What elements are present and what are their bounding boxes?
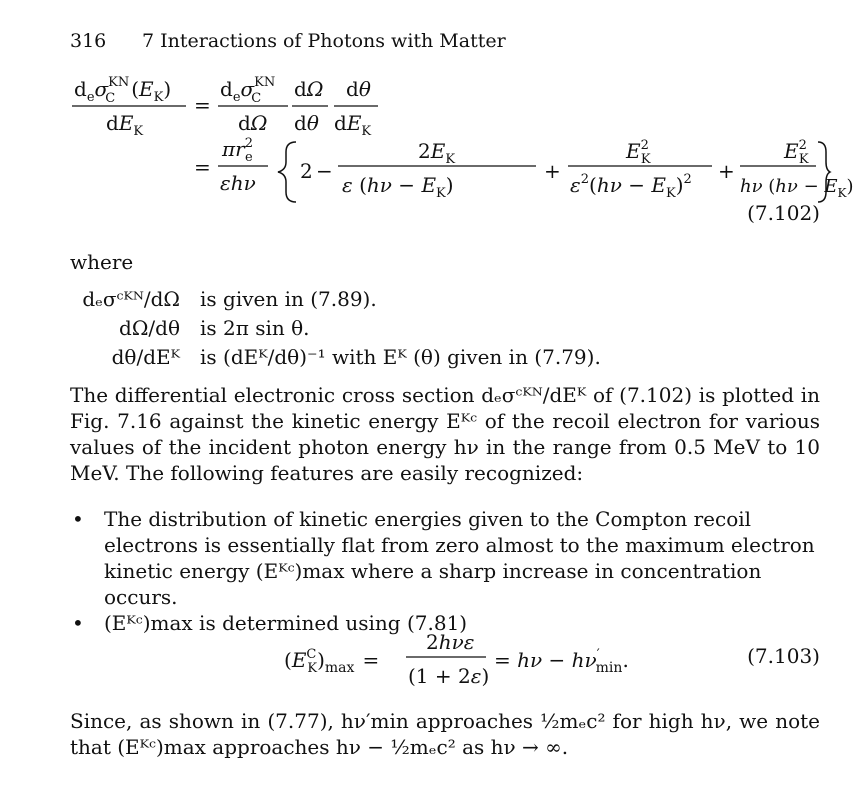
equation-number-7-102: (7.102) xyxy=(747,201,820,225)
svg-text:E2K: $E^2$ K xyxy=(626,138,651,167)
svg-text:E2K: $E^2$ K xyxy=(784,138,809,167)
definition-text: is given in (7.89). xyxy=(200,287,377,311)
body-paragraph-2: Since, as shown in (7.77), hν′min approaches ½mₑc² for high hν, we note that (Eᴷᶜ)max approaches hν − ½mₑc² as hν → ∞. xyxy=(70,709,820,759)
equation-7-102 xyxy=(60,66,854,236)
svg-text:dθ: dθ xyxy=(294,111,319,135)
svg-text:+: + xyxy=(718,159,735,183)
svg-text:dEK: $dE_K$ xyxy=(106,111,144,139)
definition-term: dΩ/dθ xyxy=(119,316,180,340)
definition-row xyxy=(60,287,820,316)
list-item xyxy=(70,506,820,610)
feature-list xyxy=(70,506,820,636)
svg-text:2EK: $2E_K$ xyxy=(418,139,456,167)
definition-row xyxy=(60,316,820,345)
svg-text:−: − xyxy=(316,159,333,183)
where-label: where xyxy=(70,250,134,274)
svg-text:2hνε: 2hνε xyxy=(426,630,475,654)
svg-text:= hν − hν′min.: = hν − hν′ min. xyxy=(494,647,629,676)
equation-7-103 xyxy=(280,625,660,695)
svg-text:hν (hν − EK): hν $(h\nu - E_K)$ xyxy=(740,176,854,200)
page-number: 316 xyxy=(70,30,107,52)
bullet-icon: • xyxy=(72,611,84,635)
svg-text:ε (hν − EK): ε $(h\nu - E_K)$ xyxy=(342,173,454,201)
definition-row xyxy=(60,345,820,374)
svg-text:ε2(hν − EK)2: $\varepsilon^2(h\nu - E_K)^2$ xyxy=(570,172,692,201)
svg-text:(ECK)max=: ($E^C$ $K)_{max}$ = xyxy=(284,647,380,676)
svg-text:dΩ: dΩ xyxy=(238,111,268,135)
svg-text:=: = xyxy=(194,93,211,117)
svg-text:=: = xyxy=(194,155,211,179)
svg-text:πr2e: $\pi r^2$ e xyxy=(222,136,253,165)
svg-text:2: 2 xyxy=(300,159,313,183)
svg-text:dΩ: dΩ xyxy=(294,77,324,101)
svg-text:εhν: εhν xyxy=(220,171,256,195)
definition-text: is (dEᴷ/dθ)⁻¹ with Eᴷ (θ) given in (7.79). xyxy=(200,345,601,369)
body-paragraph-1: The differential electronic cross section dₑσᶜᴷᴺ/dEᴷ of (7.102) is plotted in Fig. 7.16 against the kinetic energy Eᴷᶜ of the recoil electron for various values of the incident photon energy hν in the range from 0.5 MeV to 10 MeV. The following features are easily recognized: xyxy=(70,383,820,485)
equation-number-7-103: (7.103) xyxy=(747,644,820,668)
chapter-title: 7 Interactions of Photons with Matter xyxy=(142,30,506,52)
bullet-icon: • xyxy=(72,507,84,531)
list-item-text: (Eᴷᶜ)max is determined using (7.81) xyxy=(104,611,468,635)
definition-term: dθ/dEᴷ xyxy=(111,345,180,369)
svg-text:dθ: dθ xyxy=(346,77,371,101)
definitions-list xyxy=(60,287,820,374)
list-item-text: The distribution of kinetic energies given to the Compton recoil electrons is essentially flat from zero almost to the maximum electron kinetic energy (Eᴷᶜ)max where a sharp increase in concentration occurs. xyxy=(104,507,815,609)
svg-text:deσKNC(EK): $d_e\sigma^{KN}$ C $(E_K)$ xyxy=(74,75,172,106)
svg-text:+: + xyxy=(544,159,561,183)
definition-text: is 2π sin θ. xyxy=(200,316,310,340)
definition-term: dₑσᶜᴷᴺ/dΩ xyxy=(82,287,180,311)
svg-text:deσKNC: $d_e\sigma^{KN}$ C xyxy=(220,75,276,106)
running-header xyxy=(70,30,506,52)
svg-text:dEK: $dE_K$ xyxy=(334,111,372,139)
svg-text:(1 + 2ε): (1 + 2ε) xyxy=(408,664,490,688)
